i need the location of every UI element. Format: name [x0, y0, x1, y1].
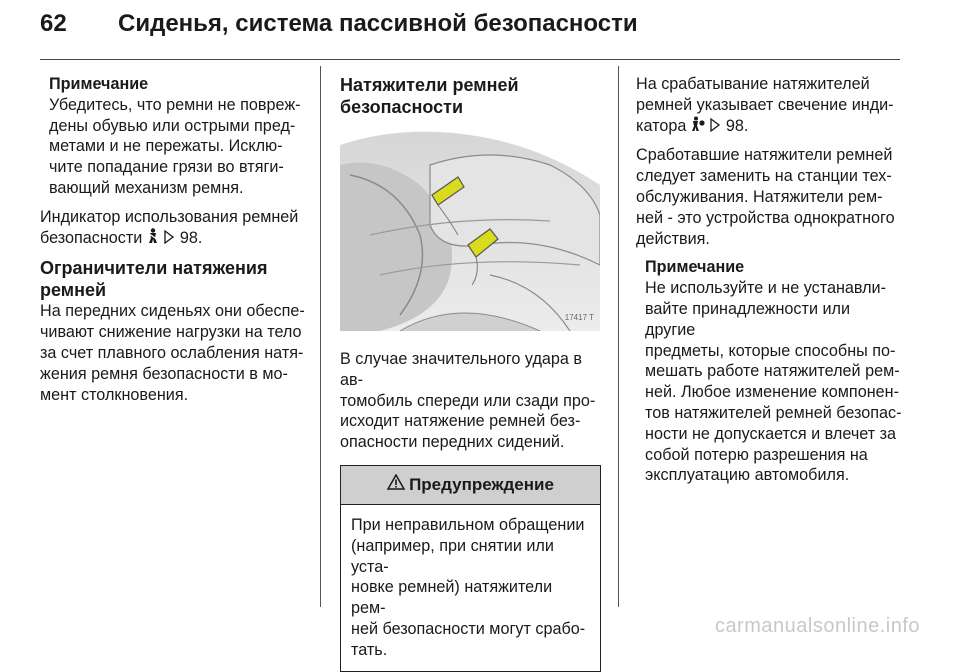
column-divider-2: [618, 66, 619, 607]
note-block: [636, 257, 904, 486]
paragraph-line: томобиль спереди или сзади про-: [340, 391, 596, 410]
watermark: carmanualsonline.info: [714, 615, 920, 637]
seatbelt-reminder-icon: [147, 228, 159, 250]
paragraph-text: безопасности: [40, 228, 143, 247]
column-1: [40, 74, 308, 405]
section-heading: Натяжители ремней: [340, 75, 519, 95]
note-line: собой потерю разрешения на: [645, 445, 868, 464]
note-title: Примечание: [645, 258, 745, 277]
note-title: Примечание: [49, 75, 149, 93]
note-line: эксплуатацию автомобиля.: [645, 466, 850, 485]
column-divider-1: [320, 66, 321, 607]
note-line: Убедитесь, что ремни не повреж-: [49, 95, 301, 114]
paragraph-line: [40, 228, 308, 250]
paragraph-line: Сработавшие натяжители ремней: [636, 146, 893, 165]
limiter-paragraph: [40, 301, 308, 405]
paragraph-line: жения ремня безопасности в мо-: [40, 364, 288, 383]
figure-code: 17417 T: [564, 313, 594, 323]
page-title: Сиденья, система пассивной безопасности: [118, 10, 638, 37]
paragraph-line: следует заменить на станции тех-: [636, 167, 892, 186]
warning-body: [341, 505, 600, 671]
paragraph-line: На передних сиденьях они обеспе-: [40, 302, 305, 321]
indicator-paragraph: [40, 207, 308, 250]
header-divider: [40, 59, 900, 60]
paragraph-text: катора: [636, 116, 687, 135]
note-line: вайте принадлежности или другие: [645, 299, 851, 339]
note-line: предметы, которые способны по-: [645, 341, 896, 360]
note-line: тов натяжителей ремней безопас-: [645, 403, 902, 422]
warning-line: новке ремней) натяжители рем-: [351, 578, 553, 618]
activation-paragraph: [636, 74, 904, 137]
paragraph-line: ремней указывает свечение инди-: [636, 95, 894, 114]
warning-header: [341, 466, 600, 505]
paragraph-line: за счет плавного ослабления натя-: [40, 343, 304, 362]
note-line: чите попадание грязи во втяги-: [49, 158, 284, 177]
note-line: метами и не пережаты. Исклю-: [49, 137, 283, 156]
replacement-paragraph: [636, 145, 904, 249]
warning-line: ней безопасности могут срабо-: [351, 619, 586, 638]
warning-line: При неправильном обращении: [351, 515, 585, 534]
column-2: [340, 74, 606, 672]
warning-triangle-icon: [387, 474, 405, 496]
warning-line: тать.: [351, 640, 388, 659]
page-number: 62: [40, 10, 67, 37]
paragraph-line: [636, 116, 904, 138]
note-block: [40, 74, 308, 199]
paragraph-line: обслуживания. Натяжители рем-: [636, 187, 883, 206]
paragraph-line: В случае значительного удара в ав-: [340, 350, 583, 389]
warning-title: Предупреждение: [409, 474, 554, 494]
note-line: дены обувью или острыми пред-: [49, 116, 296, 135]
paragraph-line: Индикатор использования ремней: [40, 207, 299, 226]
paragraph-line: действия.: [636, 229, 710, 248]
paragraph-line: опасности передних сидений.: [340, 433, 565, 452]
section-heading: Ограничители натяжения: [40, 258, 268, 279]
paragraph-line: исходит натяжение ремней без-: [340, 412, 581, 431]
section-heading: ремней: [40, 280, 107, 301]
note-line: Не используйте и не устанавли-: [645, 279, 886, 298]
page-reference-icon: [709, 117, 721, 138]
note-line: вающий механизм ремня.: [49, 178, 244, 197]
section-heading: безопасности: [340, 97, 464, 117]
page-header: [0, 0, 960, 62]
paragraph-line: ней - это устройства однократного: [636, 208, 895, 227]
note-line: ней. Любое изменение компонен-: [645, 383, 899, 402]
page-reference: 98.: [725, 116, 749, 135]
note-line: мешать работе натяжителей рем-: [645, 362, 900, 381]
paragraph-line: На срабатывание натяжителей: [636, 75, 870, 93]
page-reference-icon: [163, 229, 175, 250]
warning-box: [340, 465, 601, 672]
seatbelt-pretensioner-illustration: [340, 125, 600, 331]
pretensioner-paragraph: [340, 349, 606, 453]
page-reference: 98.: [179, 228, 203, 247]
airbag-indicator-icon: [691, 116, 705, 138]
paragraph-line: чивают снижение нагрузки на тело: [40, 323, 302, 342]
column-3: [636, 74, 904, 494]
paragraph-line: мент столкновения.: [40, 385, 189, 404]
warning-line: (например, при снятии или уста-: [351, 536, 554, 576]
note-line: ности не допускается и влечет за: [645, 424, 897, 443]
